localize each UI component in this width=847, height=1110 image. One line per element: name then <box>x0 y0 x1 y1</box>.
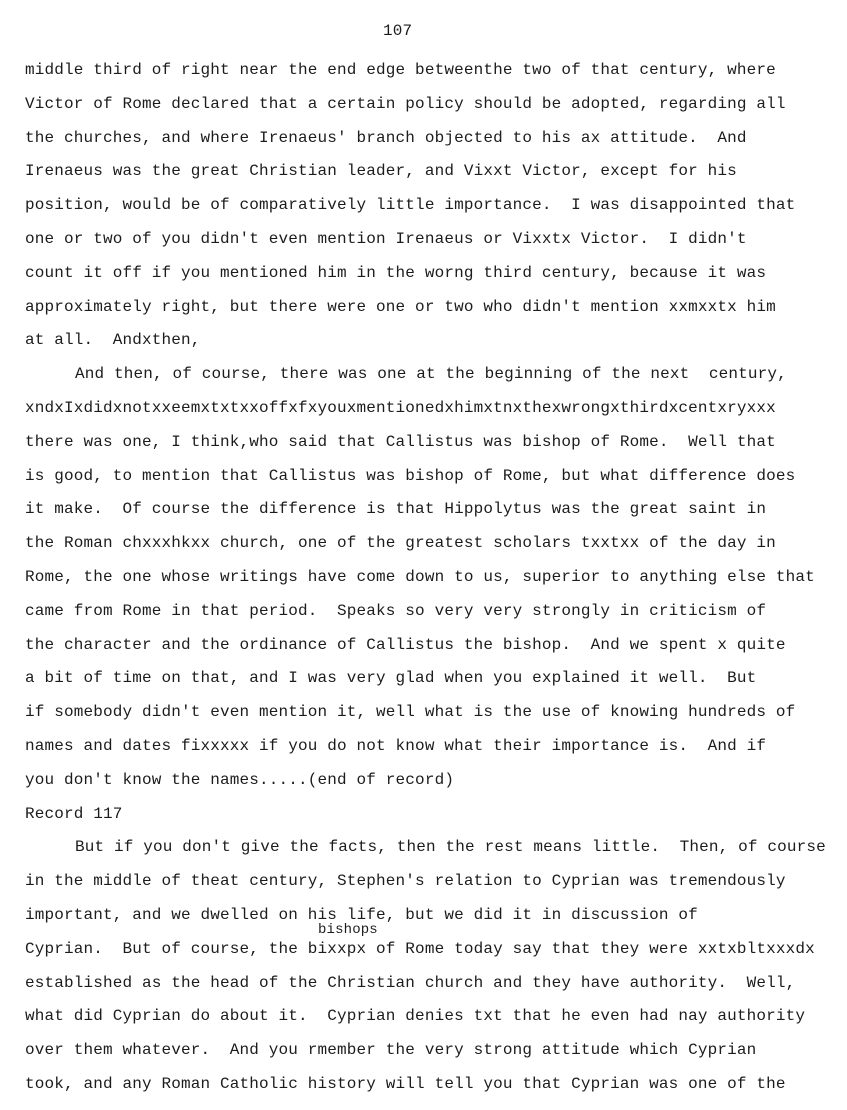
text-line: took, and any Roman Catholic history will tell you that Cyprian was one of the <box>25 1075 786 1093</box>
text-line: names and dates fixxxxx if you do not know what their importance is. And if <box>25 737 767 755</box>
text-line: over them whatever. And you rmember the very strong attitude which Cyprian <box>25 1041 757 1060</box>
page-number: 107 <box>383 22 413 40</box>
text-line: xndxIxdidxnotxxeemxtxtxxoffxfxyouxmentionedxhimxtnxthexwrongxthirdxcentxryxxx <box>25 399 776 417</box>
text-line: came from Rome in that period. Speaks so very very strongly in criticism of <box>25 601 767 620</box>
text-line: one or two of you didn't even mention Irenaeus or Vixxtx Victor. I didn't <box>25 230 747 248</box>
text-line: position, would be of comparatively little importance. I was disappointed that <box>25 196 796 215</box>
text-line: Record 117 <box>25 804 123 823</box>
text-line: And then, of course, there was one at the beginning of the next century, <box>75 365 787 384</box>
text-line: a bit of time on that, and I was very glad when you explained it well. But <box>25 669 757 688</box>
text-line: Irenaeus was the great Christian leader, and Vixxt Victor, except for his <box>25 162 737 181</box>
text-line: But if you don't give the facts, then the rest means little. Then, of course <box>75 838 826 857</box>
text-line: approximately right, but there were one or two who didn't mention xxmxxtx him <box>25 297 776 316</box>
text-line: you don't know the names.....(end of record) <box>25 770 455 789</box>
text-line: if somebody didn't even mention it, well what is the use of knowing hundreds of <box>25 703 796 722</box>
text-line: it make. Of course the difference is that Hippolytus was the great saint in <box>25 500 767 519</box>
text-line: middle third of right near the end edge betweenthe two of that century, where <box>25 61 776 79</box>
text-line: Cyprian. But of course, the bixxpx of Rome today say that they were xxtxbltxxxdx <box>25 939 815 958</box>
text-line: Victor of Rome declared that a certain policy should be adopted, regarding all <box>25 94 786 113</box>
text-line: established as the head of the Christian church and they have authority. Well, <box>25 973 796 992</box>
text-line: the character and the ordinance of Callistus the bishop. And we spent x quite <box>25 635 786 654</box>
text-line: the Roman chxxxhkxx church, one of the greatest scholars txxtxx of the day in <box>25 534 776 553</box>
text-line: in the middle of theat century, Stephen's relation to Cyprian was tremendously <box>25 872 786 891</box>
text-line: Rome, the one whose writings have come down to us, superior to anything else that <box>25 568 815 586</box>
text-line: count it off if you mentioned him in the worng third century, because it was <box>25 263 767 282</box>
text-line: important, and we dwelled on his life, but we did it in discussion of <box>25 906 698 924</box>
text-line: at all. Andxthen, <box>25 331 201 350</box>
text-line: the churches, and where Irenaeus' branch objected to his ax attitude. And <box>25 128 747 147</box>
text-line: what did Cyprian do about it. Cyprian denies txt that he even had nay authority <box>25 1007 806 1026</box>
text-line: there was one, I think,who said that Callistus was bishop of Rome. Well that <box>25 432 776 451</box>
interlinear-insert: bishops <box>318 922 378 938</box>
text-line: is good, to mention that Callistus was bishop of Rome, but what difference does <box>25 466 796 485</box>
